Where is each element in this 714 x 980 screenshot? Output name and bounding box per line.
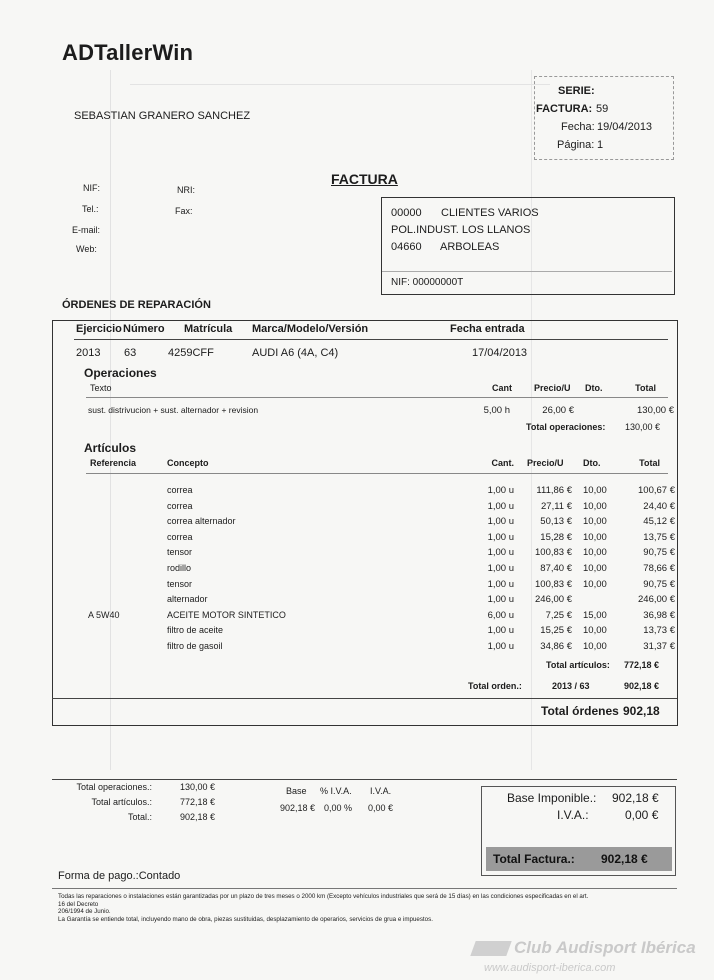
operations-total-label: Total operaciones: bbox=[526, 422, 606, 432]
vat-iva-label: I.V.A. bbox=[370, 786, 392, 796]
article-cant: 1,00 u bbox=[487, 578, 514, 590]
article-concepto: tensor bbox=[167, 547, 193, 558]
article-precio: 246,00 € bbox=[535, 594, 572, 606]
watermark-name: Club Audisport Ibérica bbox=[514, 938, 696, 957]
operations-header-dto: Dto. bbox=[585, 383, 603, 393]
summary-ops-label: Total operaciones.: bbox=[76, 782, 152, 792]
watermark-logo-icon bbox=[470, 941, 511, 956]
article-dto: 10,00 bbox=[583, 625, 607, 637]
summary-ops-value: 130,00 € bbox=[180, 782, 216, 792]
article-concepto: tensor bbox=[167, 578, 193, 589]
order-total-label: Total orden.: bbox=[468, 681, 522, 691]
article-dto: 10,00 bbox=[583, 485, 607, 496]
article-cant: 1,00 u bbox=[487, 594, 514, 606]
article-dto: 10,00 bbox=[583, 563, 607, 574]
vat-base-label: Base bbox=[286, 786, 307, 796]
article-row bbox=[0, 532, 714, 548]
warranty-line-2: 16 del Decreto bbox=[58, 900, 99, 908]
total-factura-label: Total Factura.: bbox=[493, 852, 575, 866]
header-numero: Número bbox=[123, 323, 165, 335]
operation-total: 130,00 € bbox=[637, 405, 674, 416]
pagina-label: Página: bbox=[557, 139, 595, 151]
article-total: 246,00 € bbox=[638, 594, 675, 606]
fecha-value: 19/04/2013 bbox=[597, 121, 653, 133]
order-total-ref: 2013 / 63 bbox=[552, 681, 590, 691]
client-code: 00000 bbox=[391, 207, 422, 219]
article-cant: 1,00 u bbox=[487, 531, 514, 543]
order-marca: AUDI A6 (4A, C4) bbox=[252, 347, 339, 359]
article-precio: 111,86 € bbox=[536, 485, 572, 496]
article-total: 13,73 € bbox=[643, 625, 675, 637]
article-cant: 1,00 u bbox=[487, 500, 514, 512]
article-total: 24,40 € bbox=[643, 500, 675, 512]
article-total: 13,75 € bbox=[643, 531, 675, 543]
article-precio: 27,11 € bbox=[541, 500, 572, 512]
summary-arts-value: 772,18 € bbox=[180, 797, 216, 807]
article-dto: 10,00 bbox=[583, 578, 607, 590]
article-cant: 1,00 u bbox=[487, 547, 514, 559]
order-end-rule bbox=[52, 698, 677, 699]
article-row bbox=[0, 563, 714, 579]
summary-total-value: 902,18 € bbox=[180, 812, 216, 822]
articles-header-cant: Cant. bbox=[491, 458, 514, 468]
article-precio: 50,13 € bbox=[540, 516, 572, 528]
article-total: 100,67 € bbox=[638, 485, 675, 496]
total-factura-value: 902,18 € bbox=[601, 852, 648, 866]
article-cant: 1,00 u bbox=[487, 485, 514, 496]
article-row bbox=[0, 547, 714, 563]
serie-label: SERIE: bbox=[558, 85, 595, 97]
orders-total-value: 902,18 bbox=[623, 704, 660, 718]
article-concepto: correa alternador bbox=[167, 516, 236, 527]
summary-arts-label: Total artículos.: bbox=[91, 797, 152, 807]
order-numero: 63 bbox=[124, 347, 137, 359]
article-dto: 10,00 bbox=[583, 547, 607, 559]
articles-total-value: 772,18 € bbox=[624, 660, 660, 670]
operations-header-total: Total bbox=[635, 383, 656, 393]
article-precio: 100,83 € bbox=[535, 547, 572, 559]
header-fecha-entrada: Fecha entrada bbox=[450, 323, 525, 335]
articles-header-referencia: Referencia bbox=[90, 458, 137, 468]
totals-iva-label: I.V.A.: bbox=[557, 808, 589, 822]
orders-total-label: Total órdenes bbox=[541, 704, 619, 718]
payment-method: Forma de pago.:Contado bbox=[58, 870, 181, 882]
summary-top-rule bbox=[52, 779, 677, 780]
operation-text: sust. distrivucion + sust. alternador + revision bbox=[88, 405, 259, 415]
order-header-rule bbox=[74, 339, 668, 340]
article-row bbox=[0, 625, 714, 641]
client-address: POL.INDUST. LOS LLANOS bbox=[391, 224, 531, 236]
app-title: ADTallerWin bbox=[62, 40, 194, 65]
document-title: FACTURA bbox=[331, 171, 398, 187]
client-name: CLIENTES VARIOS bbox=[441, 207, 539, 219]
operations-title: Operaciones bbox=[84, 366, 157, 380]
article-concepto: ACEITE MOTOR SINTETICO bbox=[167, 609, 286, 620]
article-concepto: correa bbox=[167, 500, 193, 511]
article-row bbox=[0, 485, 714, 501]
series-box bbox=[534, 76, 674, 160]
client-postal-code: 04660 bbox=[391, 241, 422, 253]
header-matricula: Matrícula bbox=[184, 323, 233, 335]
article-row bbox=[0, 516, 714, 532]
operations-header-texto: Texto bbox=[90, 383, 112, 393]
article-concepto: correa bbox=[167, 531, 193, 542]
operations-header-rule bbox=[86, 397, 668, 398]
header-marca: Marca/Modelo/Versión bbox=[252, 323, 369, 335]
order-total-value: 902,18 € bbox=[624, 681, 660, 691]
article-row bbox=[0, 579, 714, 595]
nri-label: NRI: bbox=[177, 185, 195, 195]
article-total: 78,66 € bbox=[643, 563, 675, 574]
totals-iva-value: 0,00 € bbox=[625, 808, 659, 822]
orders-title: ÓRDENES DE REPARACIÓN bbox=[62, 299, 211, 311]
client-divider bbox=[382, 271, 672, 272]
articles-header-concepto: Concepto bbox=[167, 458, 209, 468]
article-row bbox=[0, 501, 714, 517]
header-ejercicio: Ejercicio bbox=[76, 323, 122, 335]
client-nif: NIF: 00000000T bbox=[391, 277, 464, 288]
articles-title: Artículos bbox=[84, 441, 137, 455]
pagina-value: 1 bbox=[597, 139, 604, 151]
operation-row bbox=[0, 405, 714, 421]
article-cant: 6,00 u bbox=[487, 609, 514, 621]
article-dto: 15,00 bbox=[583, 609, 607, 621]
vat-base-value: 902,18 € bbox=[280, 803, 316, 813]
article-concepto: rodillo bbox=[167, 563, 192, 573]
article-row bbox=[0, 641, 714, 657]
article-dto: 10,00 bbox=[583, 500, 607, 512]
article-concepto: alternador bbox=[167, 594, 208, 605]
operations-header-precio: Precio/U bbox=[534, 383, 571, 393]
warranty-line-1: Todas las reparaciones o instalaciones están garantizadas por un plazo de tres meses o 2000 km (Excepto vehículos industriales que será de 15 días) en las condiciones especificadas en el art. bbox=[58, 893, 589, 900]
article-dto: 10,00 bbox=[583, 641, 607, 652]
operations-header-cant: Cant bbox=[492, 383, 512, 393]
article-precio: 87,40 € bbox=[540, 563, 572, 574]
order-fecha-entrada: 17/04/2013 bbox=[472, 347, 528, 359]
article-precio: 7,25 € bbox=[545, 609, 572, 621]
fecha-label: Fecha: bbox=[561, 121, 595, 133]
nif-label: NIF: bbox=[83, 183, 100, 193]
operation-precio: 26,00 € bbox=[542, 405, 574, 416]
article-concepto: filtro de aceite bbox=[167, 625, 224, 636]
article-precio: 15,25 € bbox=[540, 625, 572, 637]
watermark-url: www.audisport-iberica.com bbox=[484, 962, 616, 974]
article-dto: 10,00 bbox=[583, 531, 607, 543]
article-dto: 10,00 bbox=[583, 516, 607, 528]
fax-label: Fax: bbox=[175, 206, 193, 216]
order-matricula: 4259CFF bbox=[168, 347, 214, 359]
operations-total-value: 130,00 € bbox=[625, 422, 661, 432]
article-cant: 1,00 u bbox=[487, 516, 514, 528]
article-total: 45,12 € bbox=[643, 516, 675, 528]
article-precio: 34,86 € bbox=[540, 641, 572, 652]
vat-pct-label: % I.V.A. bbox=[320, 786, 352, 796]
operation-cant: 5,00 h bbox=[483, 405, 510, 416]
article-total: 90,75 € bbox=[643, 578, 675, 590]
article-row bbox=[0, 594, 714, 610]
articles-total-label: Total artículos: bbox=[546, 660, 610, 670]
warranty-line-3: 206/1994 de Junio. bbox=[58, 908, 111, 915]
vat-pct-value: 0,00 % bbox=[324, 803, 353, 813]
article-precio: 100,83 € bbox=[535, 578, 572, 590]
article-concepto: correa bbox=[167, 485, 193, 495]
articles-header-dto: Dto. bbox=[583, 458, 601, 468]
article-total: 36,98 € bbox=[643, 609, 675, 621]
warranty-line-4: La Garantía se entiende total, incluyendo mano de obra, piezas sustituidas, desplazamiento de operarios, servicios de grua e impuestos. bbox=[58, 915, 433, 923]
article-precio: 15,28 € bbox=[540, 531, 572, 543]
bleed-through-rule bbox=[130, 84, 550, 85]
article-cant: 1,00 u bbox=[487, 641, 514, 652]
email-label: E-mail: bbox=[72, 225, 101, 235]
articles-header-rule bbox=[86, 473, 668, 474]
totals-base-label: Base Imponible.: bbox=[507, 791, 597, 805]
articles-header-precio: Precio/U bbox=[527, 458, 564, 468]
article-cant: 1,00 u bbox=[487, 563, 514, 574]
client-city: ARBOLEAS bbox=[440, 241, 500, 253]
articles-header-total: Total bbox=[639, 458, 660, 468]
article-concepto: filtro de gasoil bbox=[167, 641, 223, 651]
footer-rule bbox=[52, 888, 677, 889]
article-total: 90,75 € bbox=[643, 547, 675, 559]
warranty-text bbox=[58, 893, 688, 923]
article-total: 31,37 € bbox=[643, 641, 675, 652]
article-cant: 1,00 u bbox=[487, 625, 514, 637]
totals-base-value: 902,18 € bbox=[612, 791, 659, 805]
article-row bbox=[0, 610, 714, 626]
factura-label: FACTURA: bbox=[536, 103, 593, 115]
vat-iva-value: 0,00 € bbox=[368, 803, 394, 813]
order-ejercicio: 2013 bbox=[76, 347, 101, 359]
article-ref: A 5W40 bbox=[88, 609, 120, 620]
company-name: SEBASTIAN GRANERO SANCHEZ bbox=[74, 110, 251, 122]
factura-number: 59 bbox=[596, 103, 609, 115]
tel-label: Tel.: bbox=[82, 204, 99, 214]
summary-total-label: Total.: bbox=[127, 812, 152, 822]
web-label: Web: bbox=[76, 244, 97, 254]
